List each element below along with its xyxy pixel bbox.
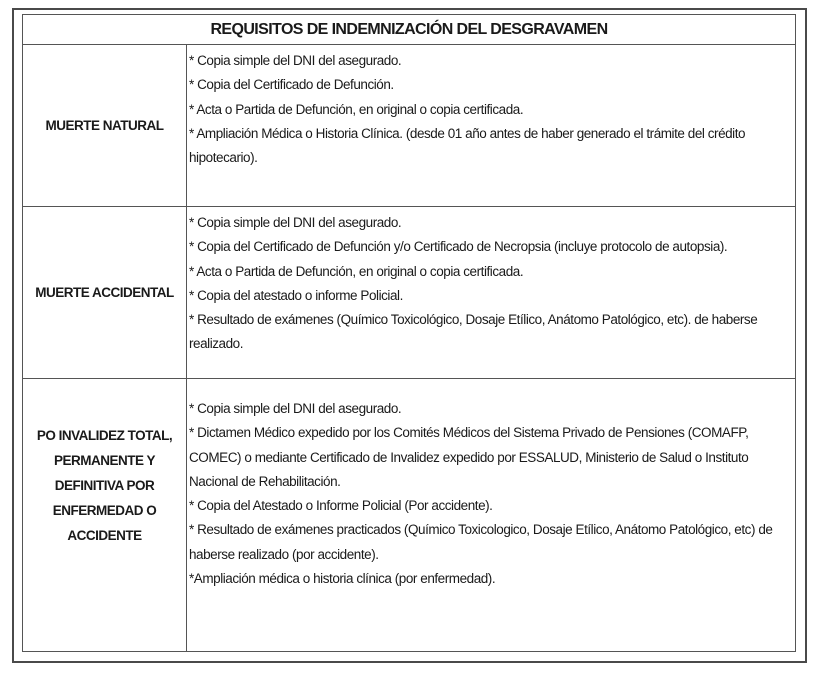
requirement-item: * Copia del Certificado de Defunción y/o Certificado de Necropsia (incluye protocolo de autopsia). bbox=[189, 239, 728, 255]
row-requirements bbox=[189, 45, 795, 206]
requirements-table bbox=[22, 14, 796, 652]
row-requirements bbox=[189, 207, 795, 378]
requirement-item: * Resultado de exámenes (Químico Toxicológico, Dosaje Etílico, Anátomo Patológico, etc). de haberse realizado. bbox=[189, 312, 758, 352]
requirement-item: * Copia simple del DNI del asegurado. bbox=[189, 53, 402, 68]
requirement-item: * Dictamen Médico expedido por los Comités Médicos del Sistema Privado de Pensiones (COMAFP, COMEC) o mediante Certificado de Invalidez expedido por ESSALUD, Ministerio de Salud o Instituto Nacional de Rehabilitación. bbox=[189, 425, 749, 489]
requirement-item: * Acta o Partida de Defunción, en original o copia certificada. bbox=[189, 263, 524, 279]
table-row-muerte-accidental bbox=[23, 207, 795, 379]
row-label: PO INVALIDEZ TOTAL, PERMANENTE Y DEFINITIVA POR ENFERMEDAD O ACCIDENTE bbox=[23, 379, 187, 651]
requirement-item: * Copia del Atestado o Informe Policial (Por accidente). bbox=[189, 498, 493, 514]
requirement-item: * Copia simple del DNI del asegurado. bbox=[189, 215, 402, 230]
requirement-item: * Ampliación Médica o Historia Clínica. (desde 01 año antes de haber generado el trámite del crédito hipotecario). bbox=[189, 125, 746, 166]
requirement-item: * Resultado de exámenes practicados (Químico Toxicologico, Dosaje Etílico, Anátomo Patológico, etc) de haberse realizado (por accidente). bbox=[189, 522, 773, 562]
table-row-invalidez bbox=[23, 379, 795, 651]
row-label: MUERTE ACCIDENTAL bbox=[23, 207, 187, 378]
requirement-item: * Copia del Certificado de Defunción. bbox=[189, 77, 394, 93]
requirement-item: *Ampliación médica o historia clínica (por enfermedad). bbox=[189, 571, 496, 587]
requirement-item: * Copia simple del DNI del asegurado. bbox=[189, 401, 402, 416]
row-requirements bbox=[189, 379, 795, 651]
table-row-muerte-natural bbox=[23, 45, 795, 207]
requirement-item: * Copia del atestado o informe Policial. bbox=[189, 287, 403, 303]
requirement-item: * Acta o Partida de Defunción, en original o copia certificada. bbox=[189, 101, 524, 117]
table-title: REQUISITOS DE INDEMNIZACIÓN DEL DESGRAVAMEN bbox=[23, 15, 795, 45]
row-label: MUERTE NATURAL bbox=[23, 45, 187, 206]
